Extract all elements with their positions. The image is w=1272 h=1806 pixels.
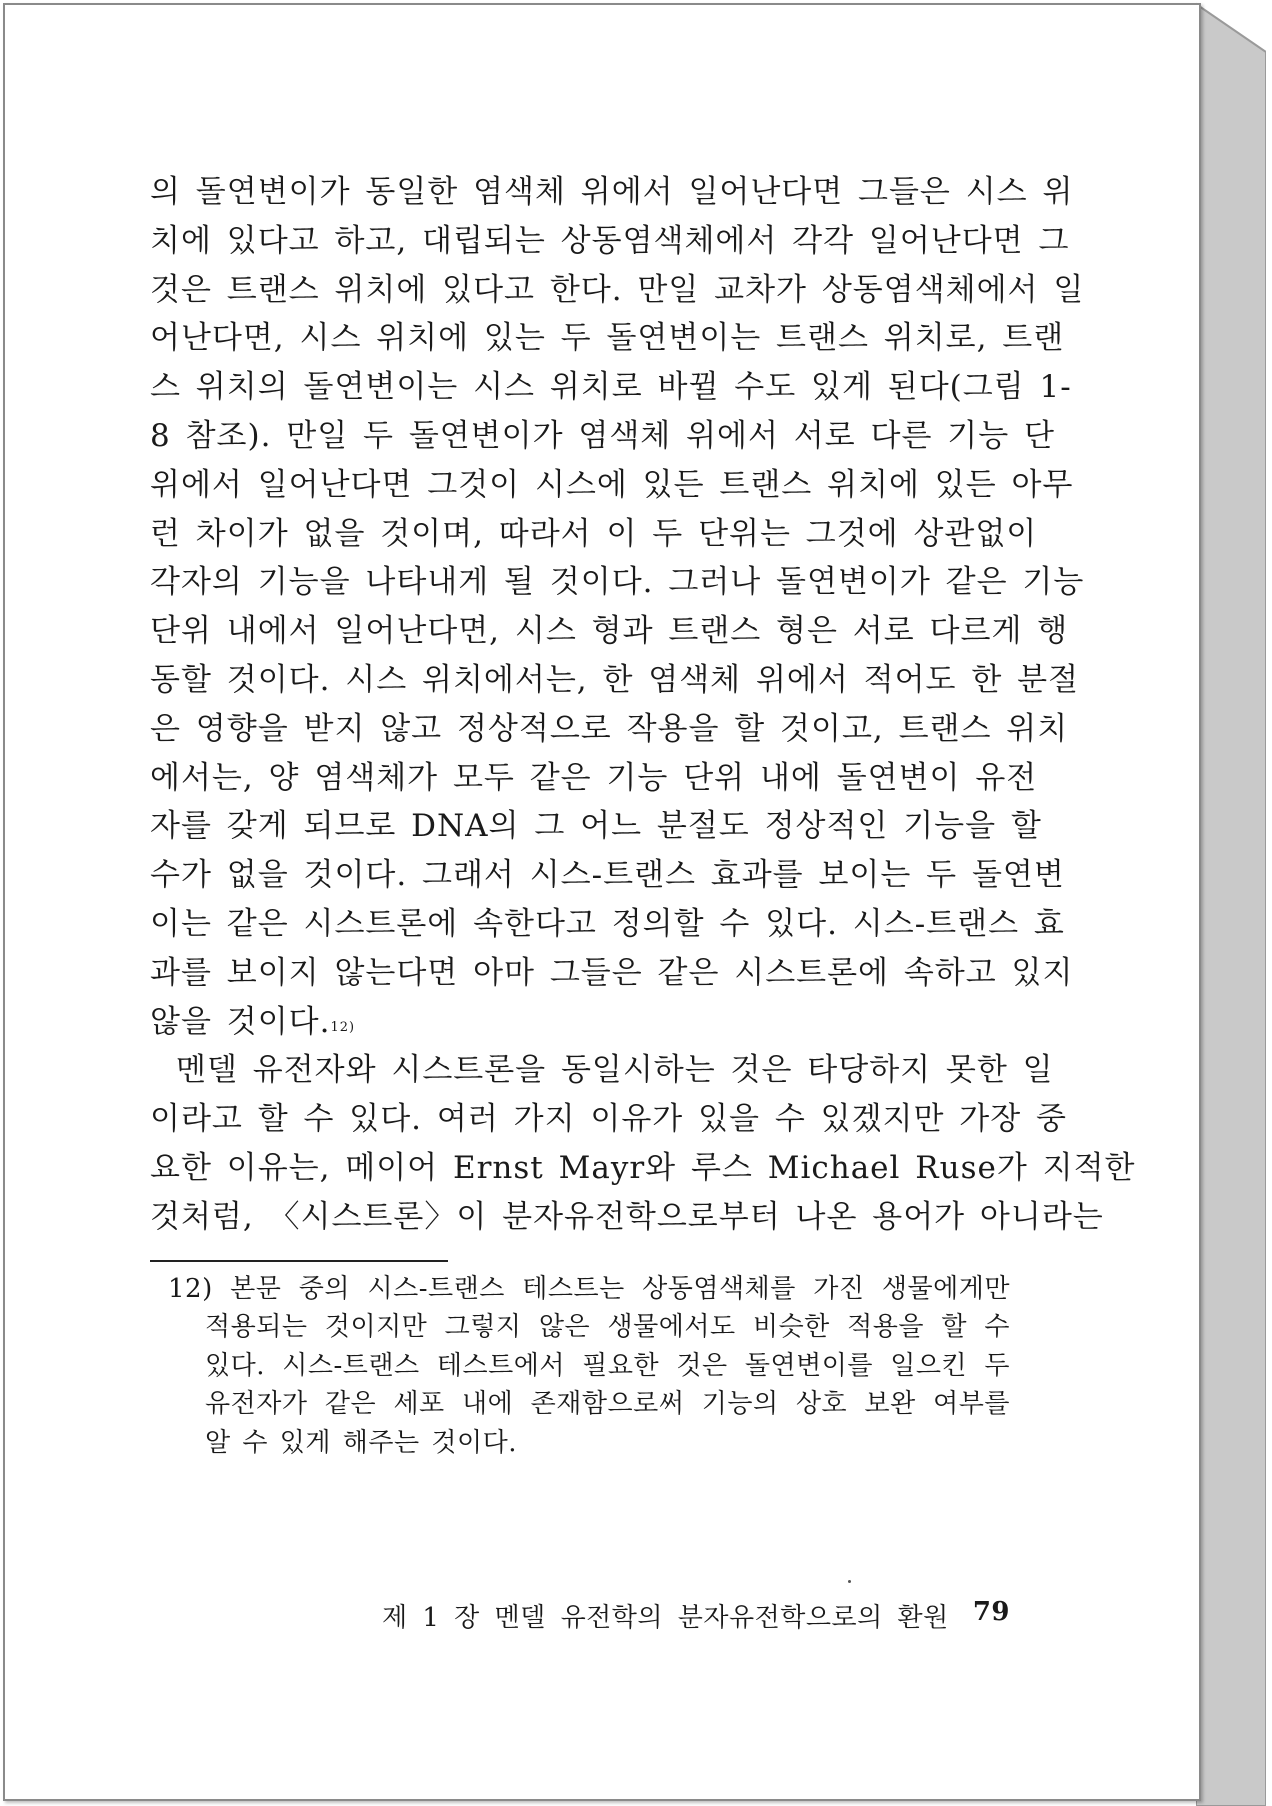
chapter-title: 제 1 장 멘델 유전학의 분자유전학으로의 환원 bbox=[382, 1603, 949, 1633]
page-content bbox=[150, 168, 1136, 1463]
text-line-last bbox=[150, 998, 1010, 1047]
text-line: 것은 트랜스 위치에 있다고 한다. 만일 교차가 상동염색체에서 일 bbox=[150, 271, 1085, 308]
print-speck bbox=[848, 1580, 851, 1583]
text-line: 스 위치의 돌연변이는 시스 위치로 바뀔 수도 있게 된다(그림 1- bbox=[150, 369, 1072, 406]
running-footer bbox=[382, 1597, 1010, 1634]
text-line-content: 않을 것이다. bbox=[150, 1003, 331, 1040]
footnote bbox=[150, 1270, 1010, 1463]
footnote-line: 있다. 시스-트랜스 테스트에서 필요한 것은 돌연변이를 일으킨 두 bbox=[205, 1350, 1010, 1381]
text-line: 의 돌연변이가 동일한 염색체 위에서 일어난다면 그들은 시스 위 bbox=[150, 174, 1074, 210]
footnote-line: 알 수 있게 해주는 것이다. bbox=[205, 1427, 517, 1458]
page-stack-edge bbox=[1196, 0, 1266, 1806]
text-line: 자를 갖게 되므로 DNA의 그 어느 분절도 정상적인 기능을 할 bbox=[150, 808, 1042, 845]
footnote-divider bbox=[150, 1260, 448, 1262]
text-line: 에서는, 양 염색체가 모두 같은 기능 단위 내에 돌연변이 유전 bbox=[150, 759, 1038, 796]
text-line: 이라고 할 수 있다. 여러 가지 이유가 있을 수 있겠지만 가장 중 bbox=[150, 1101, 1067, 1138]
text-line: 각자의 기능을 나타내게 될 것이다. 그러나 돌연변이가 같은 기능 bbox=[150, 564, 1085, 601]
text-line: 것처럼, 〈시스트론〉이 분자유전학으로부터 나온 용어가 아니라는 bbox=[150, 1198, 1104, 1235]
text-line: 수가 없을 것이다. 그래서 시스-트랜스 효과를 보이는 두 돌연변 bbox=[150, 857, 1065, 894]
paragraph-first-line: 멘델 유전자와 시스트론을 동일시하는 것은 타당하지 못한 일 bbox=[176, 1052, 1054, 1089]
footnote-line: 유전자가 같은 세포 내에 존재함으로써 기능의 상호 보완 여부를 bbox=[205, 1389, 1010, 1420]
footnote-line: 적용되는 것이지만 그렇지 않은 생물에서도 비슷한 적용을 할 수 bbox=[205, 1312, 1010, 1343]
text-line: 위에서 일어난다면 그것이 시스에 있든 트랜스 위치에 있든 아무 bbox=[150, 466, 1074, 503]
text-line: 단위 내에서 일어난다면, 시스 형과 트랜스 형은 서로 다르게 행 bbox=[150, 613, 1069, 650]
footnote-reference[interactable]: 12) bbox=[330, 1019, 356, 1035]
text-line: 8 참조). 만일 두 돌연변이가 염색체 위에서 서로 다른 기능 단 bbox=[150, 417, 1055, 454]
footnote-line: 12) 본문 중의 시스-트랜스 테스트는 상동염색체를 가진 생물에게만 bbox=[168, 1273, 1010, 1304]
text-line: 어난다면, 시스 위치에 있는 두 돌연변이는 트랜스 위치로, 트랜 bbox=[150, 320, 1065, 357]
text-line: 은 영향을 받지 않고 정상적으로 작용을 할 것이고, 트랜스 위치 bbox=[150, 710, 1069, 747]
text-line: 과를 보이지 않는다면 아마 그들은 같은 시스트론에 속하고 있지 bbox=[150, 954, 1074, 991]
text-line: 런 차이가 없을 것이며, 따라서 이 두 단위는 그것에 상관없이 bbox=[150, 515, 1038, 552]
text-line: 이는 같은 시스트론에 속한다고 정의할 수 있다. 시스-트랜스 효 bbox=[150, 905, 1065, 942]
text-line: 동할 것이다. 시스 위치에서는, 한 염색체 위에서 적어도 한 분절 bbox=[150, 661, 1080, 698]
text-line: 치에 있다고 하고, 대립되는 상동염색체에서 각각 일어난다면 그 bbox=[150, 222, 1070, 259]
text-line: 요한 이유는, 메이어 Ernst Mayr와 루스 Michael Ruse가 지적한 bbox=[150, 1149, 1136, 1186]
page-number: 79 bbox=[972, 1597, 1010, 1627]
main-text bbox=[150, 168, 1136, 1242]
